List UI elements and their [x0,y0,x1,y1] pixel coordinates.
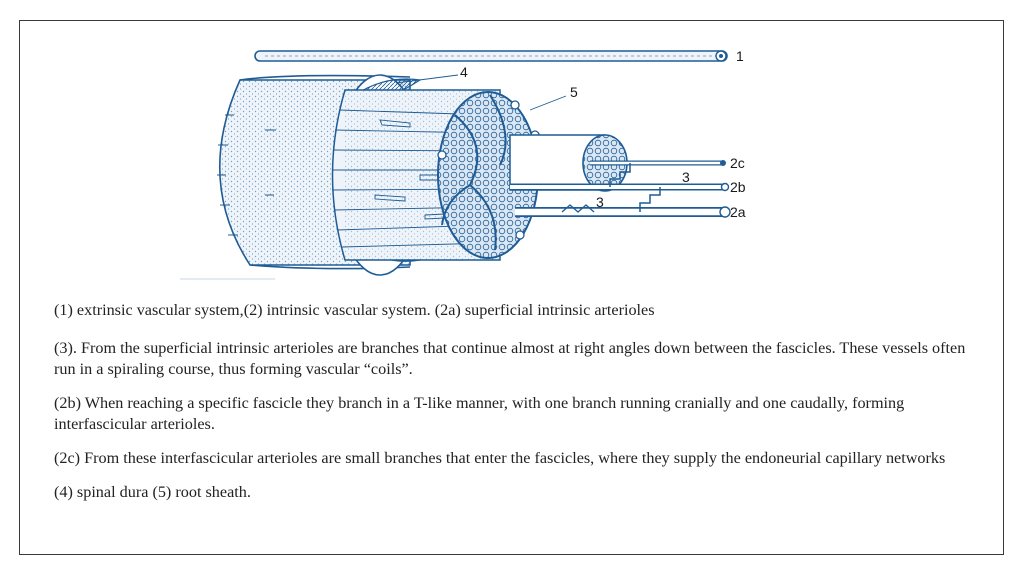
label-2c: 2c [730,155,745,171]
label-2b: 2b [730,179,746,195]
extrinsic-vessel [255,51,727,61]
caption-dura-sheath: (4) spinal dura (5) root sheath. [54,483,251,501]
label-2a: 2a [730,204,746,220]
label-1: 1 [736,48,744,64]
nerve-root-vascular-diagram [170,35,770,285]
label-5: 5 [570,84,578,100]
caption-endoneurial: (2c) From these interfascicular arterioles are small branches that enter the fascicles, where they supply the endoneurial capillary networks [54,449,946,467]
caption-coils: (3). From the superficial intrinsic arterioles are branches that continue almost at right angles down between the fascicles. These vessels often run in a spiraling course, thus forming vascular “coils”. [54,339,966,378]
label-3-upper: 3 [682,169,690,185]
caption-interfascicular: (2b) When reaching a specific fascicle they branch in a T-like manner, with one branch running cranially and one caudally, forming interfascicular arterioles. [54,394,905,433]
caption-block [54,300,984,516]
label-4: 4 [460,64,468,80]
label-3-lower: 3 [596,194,604,210]
caption-extrinsic-intrinsic: (1) extrinsic vascular system,(2) intrinsic vascular system. (2a) superficial intrinsic arterioles [54,301,655,319]
